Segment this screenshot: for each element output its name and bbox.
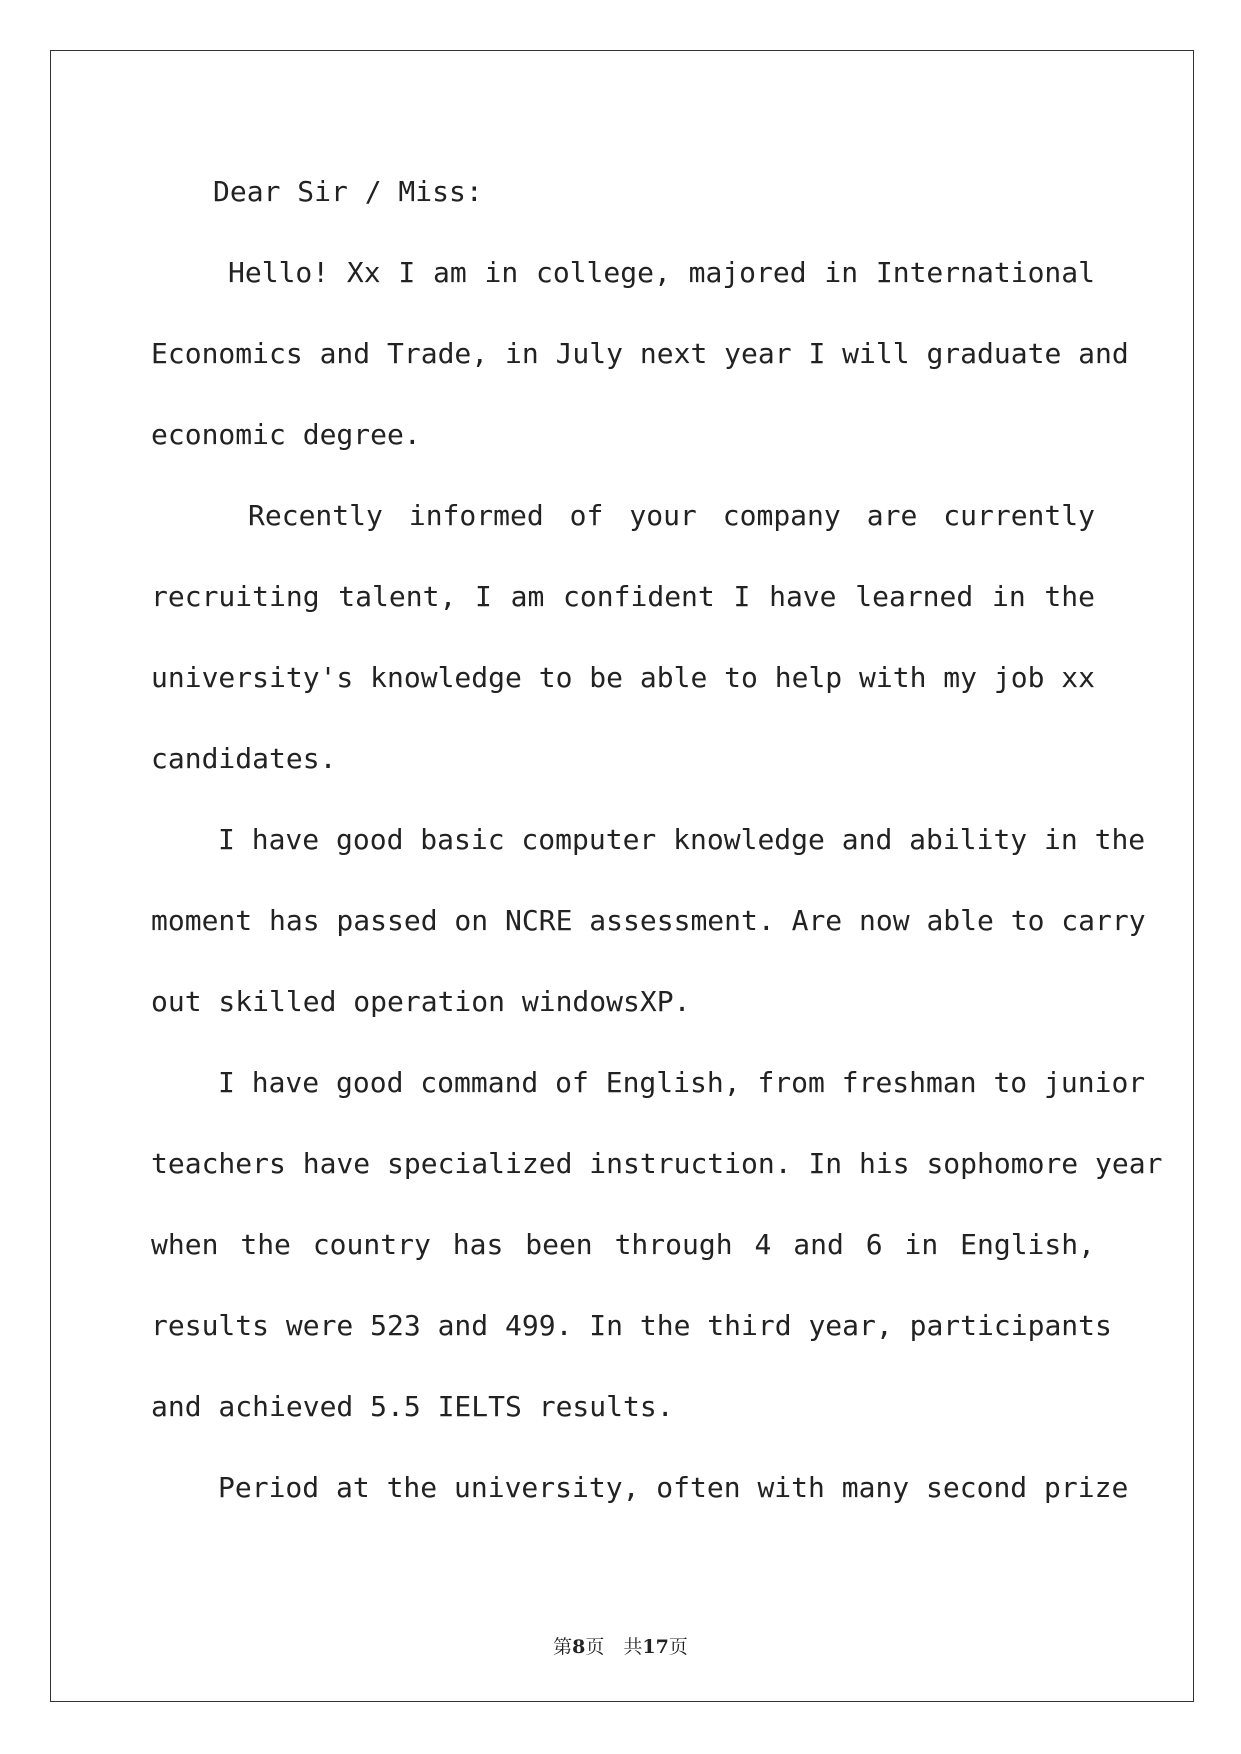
body-line: I have good basic computer knowledge and ability in the — [218, 823, 1146, 856]
salutation: Dear Sir / Miss: — [213, 175, 483, 208]
body-line: Recently informed of your company are currently — [248, 499, 1095, 532]
body-line: I have good command of English, from freshman to junior — [218, 1066, 1146, 1099]
current-page: 8 — [572, 1636, 586, 1658]
body-line: recruiting talent, I am confident I have learned in the — [151, 580, 1095, 613]
body-line: teachers have specialized instruction. In his sophomore year — [151, 1147, 1163, 1180]
page-number — [0, 1632, 1241, 1659]
page-border — [50, 50, 1194, 1702]
body-line: candidates. — [151, 742, 337, 775]
body-line: and achieved 5.5 IELTS results. — [151, 1390, 674, 1423]
page-number-prefix: 第 — [553, 1636, 573, 1658]
body-line: moment has passed on NCRE assessment. Are now able to carry — [151, 904, 1146, 937]
body-line: out skilled operation windowsXP. — [151, 985, 691, 1018]
body-line: when the country has been through 4 and 6 in English, — [151, 1228, 1095, 1261]
total-pages: 17 — [642, 1636, 669, 1658]
body-line: Economics and Trade, in July next year I will graduate and — [151, 337, 1129, 370]
body-line: Hello! Xx I am in college, majored in International — [228, 256, 1095, 289]
body-line: economic degree. — [151, 418, 421, 451]
body-line: Period at the university, often with many second prize — [218, 1471, 1129, 1504]
page-number-suffix: 页 — [668, 1636, 688, 1658]
body-line: university's knowledge to be able to help with my job xx — [151, 661, 1096, 694]
page-number-mid: 页 共 — [585, 1636, 643, 1658]
body-line: results were 523 and 499. In the third year, participants — [151, 1309, 1112, 1342]
